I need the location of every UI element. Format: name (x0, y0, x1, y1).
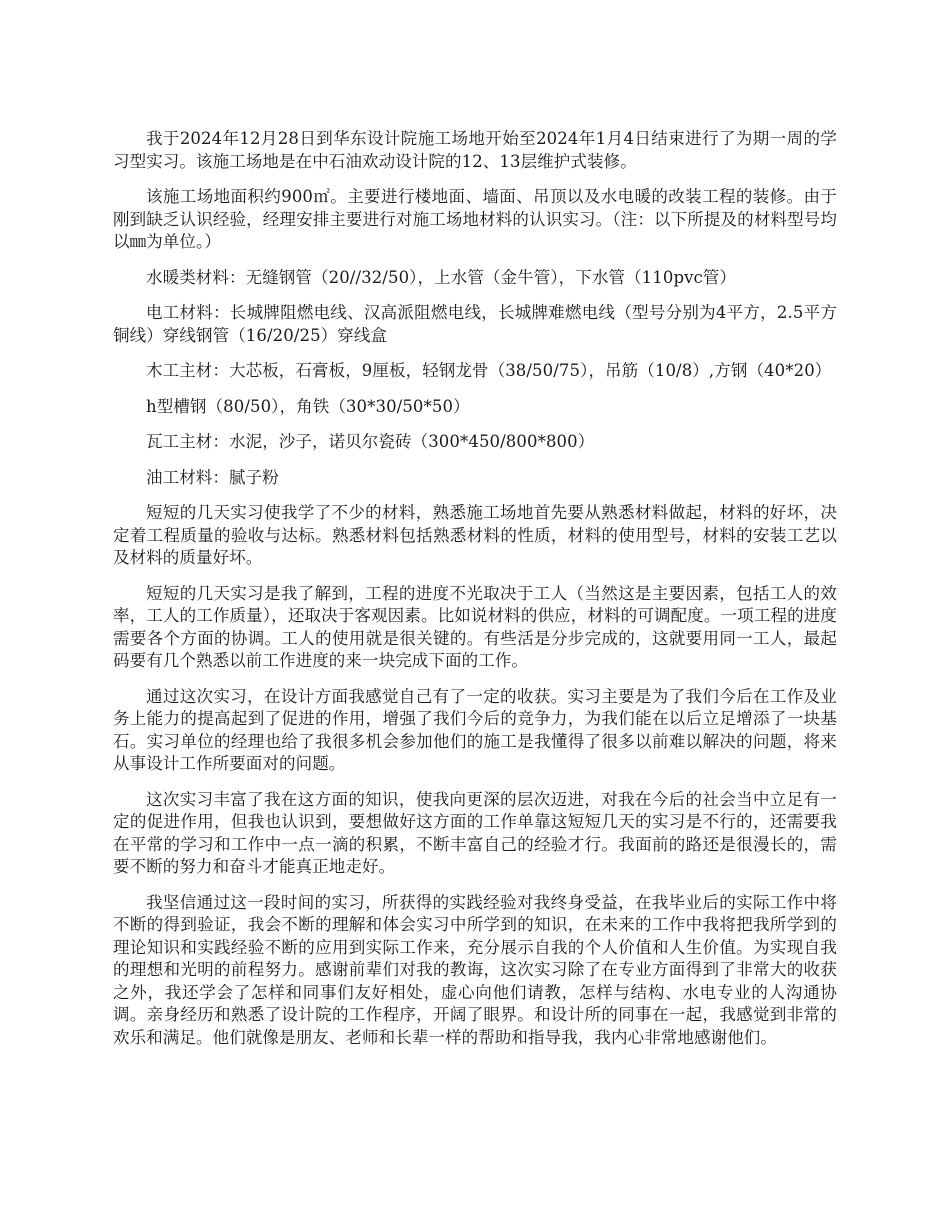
paragraph-steel-materials: h型槽钢（80/50），角铁（30*30/50*50） (146, 396, 470, 416)
paragraph-intro: 我于2024年12月28日到华东设计院施工场地开始至2024年1月4日结束进行了为期一周的学习型实习。该施工场地是在中石油欢动设计院的12、13层维护式装修。 (113, 129, 837, 171)
paragraph-materials-learning: 短短的几天实习使我学了不少的材料，熟悉施工场地首先要从熟悉材料做起，材料的好坏，决定着工程质量的验收与达标。熟悉材料包括熟悉材料的性质，材料的使用型号，材料的安装工艺以及材料的质量好坏。 (113, 503, 837, 567)
paragraph-progress-factors: 短短的几天实习是我了解到，工程的进度不光取决于工人（当然这是主要因素，包括工人的效率，工人的工作质量），还取决于客观因素。比如说材料的供应，材料的可调配度。一项工程的进度需要各个方面的协调。工人的使用就是很关键的。有些活是分步完成的，这就要用同一工人，最起码要有几个熟悉以前工作进度的来一块完成下面的工作。 (113, 583, 837, 670)
document-body (113, 128, 837, 1062)
paragraph-knowledge-enrichment: 这次实习丰富了我在这方面的知识，使我向更深的层次迈进，对我在今后的社会当中立足有一定的促进作用，但我也认识到，要想做好这方面的工作单靠这短短几天的实习是不行的，还需要我在平常的学习和工作中一点一滴的积累，不断丰富自己的经验才行。我面前的路还是很漫长的，需要不断的努力和奋斗才能真正地走好。 (113, 789, 837, 876)
paragraph-conclusion: 我坚信通过这一段时间的实习，所获得的实践经验对我终身受益，在我毕业后的实际工作中将不断的得到验证，我会不断的理解和体会实习中所学到的知识，在未来的工作中我将把我所学到的理论知识和实践经验不断的应用到实际工作来，充分展示自我的个人价值和人生价值。为实现自我的理想和光明的前程努力。感谢前辈们对我的教诲，这次实习除了在专业方面得到了非常大的收获之外，我还学会了怎样和同事们友好相处，虚心向他们请教，怎样与结构、水电专业的人沟通协调。亲身经历和熟悉了设计院的工作程序，开阔了眼界。和设计所的同事在一起，我感觉到非常的欢乐和满足。他们就像是朋友、老师和长辈一样的帮助和指导我，我内心非常地感谢他们。 (113, 892, 837, 1047)
paragraph-electrical-materials: 电工材料：长城牌阻燃电线、汉高派阻燃电线，长城牌难燃电线（型号分别为4平方，2.5平方铜线）穿线钢管（16/20/25）穿线盒 (113, 303, 837, 345)
paragraph-carpentry-materials: 木工主材：大芯板，石膏板，9厘板，轻钢龙骨（38/50/75），吊筋（10/8）,方钢（40*20） (146, 361, 832, 380)
paragraph-design-gains: 通过这次实习，在设计方面我感觉自己有了一定的收获。实习主要是为了我们今后在工作及业务上能力的提高起到了促进的作用，增强了我们今后的竞争力，为我们能在以后立足增添了一块基石。实习单位的经理也给了我很多机会参加他们的施工是我懂得了很多以前难以解决的问题，将来从事设计工作所要面对的问题。 (113, 686, 837, 773)
paragraph-painting-materials: 油工材料：腻子粉 (146, 467, 279, 487)
paragraph-tiling-materials: 瓦工主材：水泥，沙子，诺贝尔瓷砖（300*450/800*800） (146, 432, 595, 451)
paragraph-plumbing-materials: 水暖类材料：无缝钢管（20//32/50），上水管（金牛管），下水管（110pvc管） (146, 267, 737, 287)
paragraph-site-area: 该施工场地面积约900㎡。主要进行楼地面、墙面、吊顶以及水电暖的改装工程的装修。由于刚到缺乏认识经验，经理安排主要进行对施工场地材料的认识实习。（注：以下所提及的材料型号均以㎜为单位。） (113, 187, 837, 251)
